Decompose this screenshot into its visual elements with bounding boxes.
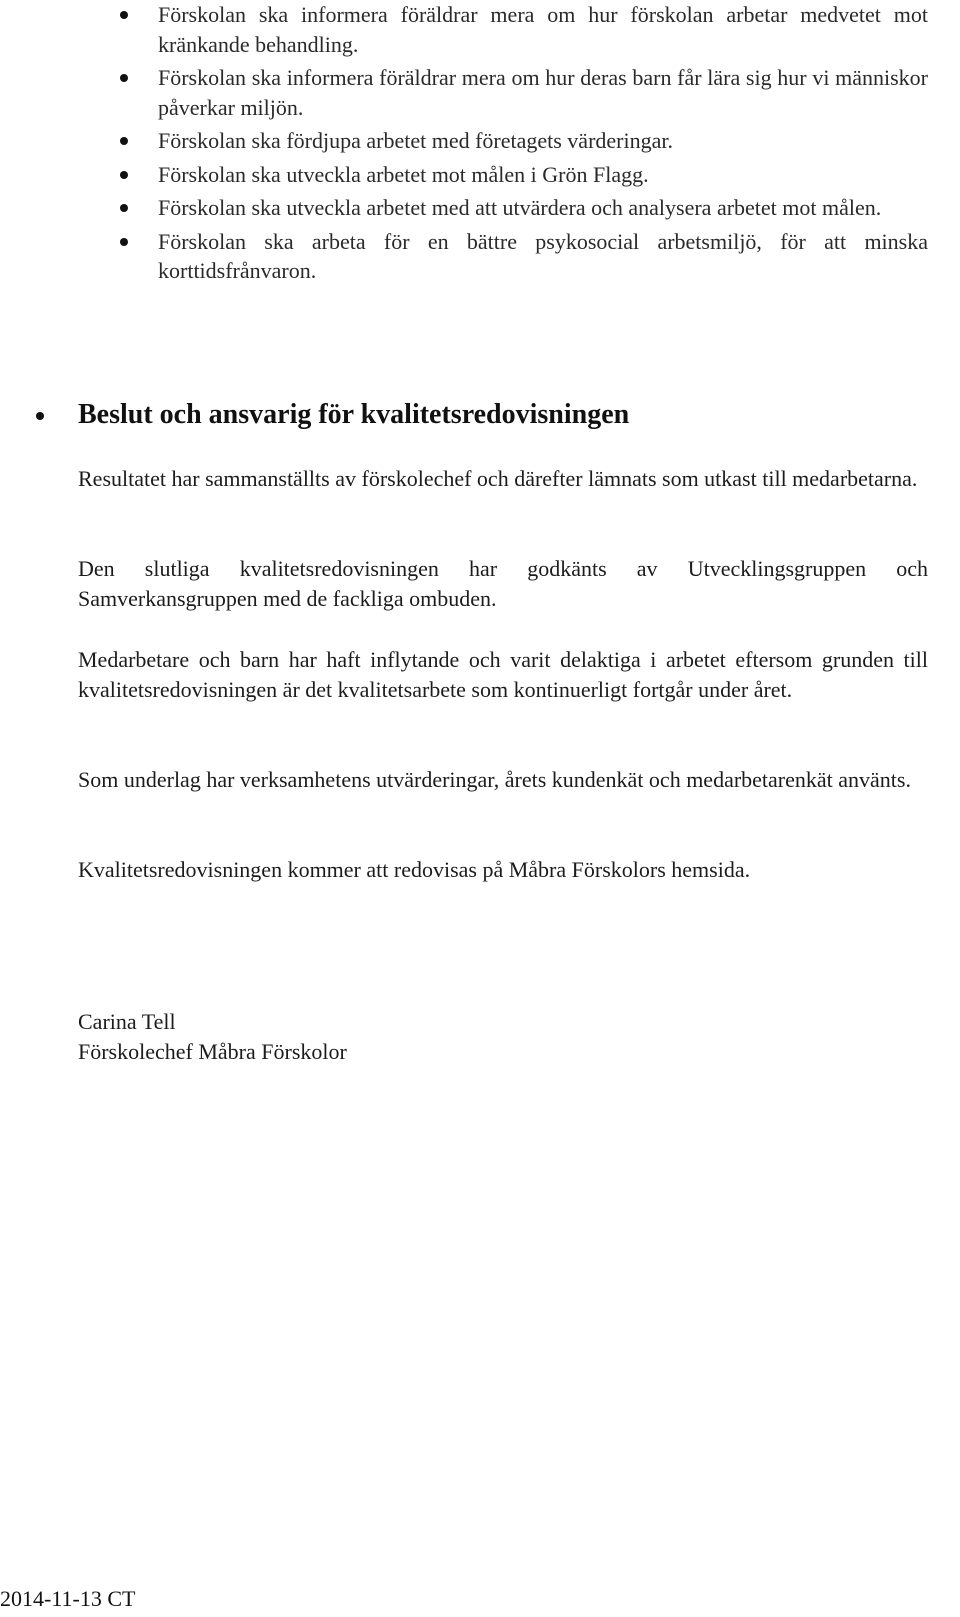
bullet-item — [158, 227, 928, 286]
bullet-item — [158, 160, 928, 190]
bullet-dot-icon — [120, 11, 128, 19]
bullet-item — [158, 193, 928, 223]
paragraph-approved-by: Den slutliga kvalitetsredovisningen har godkänts av Utvecklingsgruppen och Samverkansgruppen med de fackliga ombuden. — [78, 556, 928, 611]
bullet-item — [158, 126, 928, 156]
signature-title: Förskolechef Måbra Förskolor — [78, 1039, 347, 1064]
signature-name: Carina Tell — [78, 1009, 176, 1034]
paragraph-basis: Som underlag har verksamhetens utvärderingar, årets kundenkät och medarbetarenkät använts. — [78, 767, 911, 792]
bullet-text: Förskolan ska informera föräldrar mera om hur förskolan arbetar medvetet mot kränkande behandling. — [158, 2, 928, 57]
footer-date: 2014-11-13 CT — [0, 1586, 136, 1611]
section-heading-text: Beslut och ansvarig för kvalitetsredovisningen — [78, 399, 630, 430]
bullet-dot-icon — [120, 137, 128, 145]
heading-bullet-dot-icon — [36, 412, 44, 420]
bullet-item — [158, 0, 928, 59]
section-heading — [78, 397, 938, 433]
bullet-item — [158, 63, 928, 122]
bullet-dot-icon — [120, 204, 128, 212]
paragraph-publication: Kvalitetsredovisningen kommer att redovisas på Måbra Förskolors hemsida. — [78, 857, 751, 882]
bullet-text: Förskolan ska arbeta för en bättre psykosocial arbetsmiljö, för att minska korttidsfrånvaron. — [158, 228, 928, 283]
paragraph-participation: Medarbetare och barn har haft inflytande och varit delaktiga i arbetet eftersom grunden till kvalitetsredovisningen är det kvalitetsarbete som kontinuerligt fortgår under året. — [78, 647, 928, 702]
bullet-dot-icon — [120, 74, 128, 82]
bullet-text: Förskolan ska fördjupa arbetet med företagets värderingar. — [158, 128, 673, 153]
goals-bullet-list — [0, 0, 960, 290]
bullet-dot-icon — [120, 238, 128, 246]
bullet-text: Förskolan ska utveckla arbetet med att utvärdera och analysera arbetet mot målen. — [158, 195, 882, 220]
bullet-text: Förskolan ska informera föräldrar mera om hur deras barn får lära sig hur vi människor påverkar miljön. — [158, 65, 928, 120]
bullet-text: Förskolan ska utveckla arbetet mot målen i Grön Flagg. — [158, 161, 649, 187]
paragraph-compiled-by: Resultatet har sammanställts av förskolechef och därefter lämnats som utkast till medarbetarna. — [78, 466, 918, 491]
bullet-dot-icon — [120, 171, 128, 179]
